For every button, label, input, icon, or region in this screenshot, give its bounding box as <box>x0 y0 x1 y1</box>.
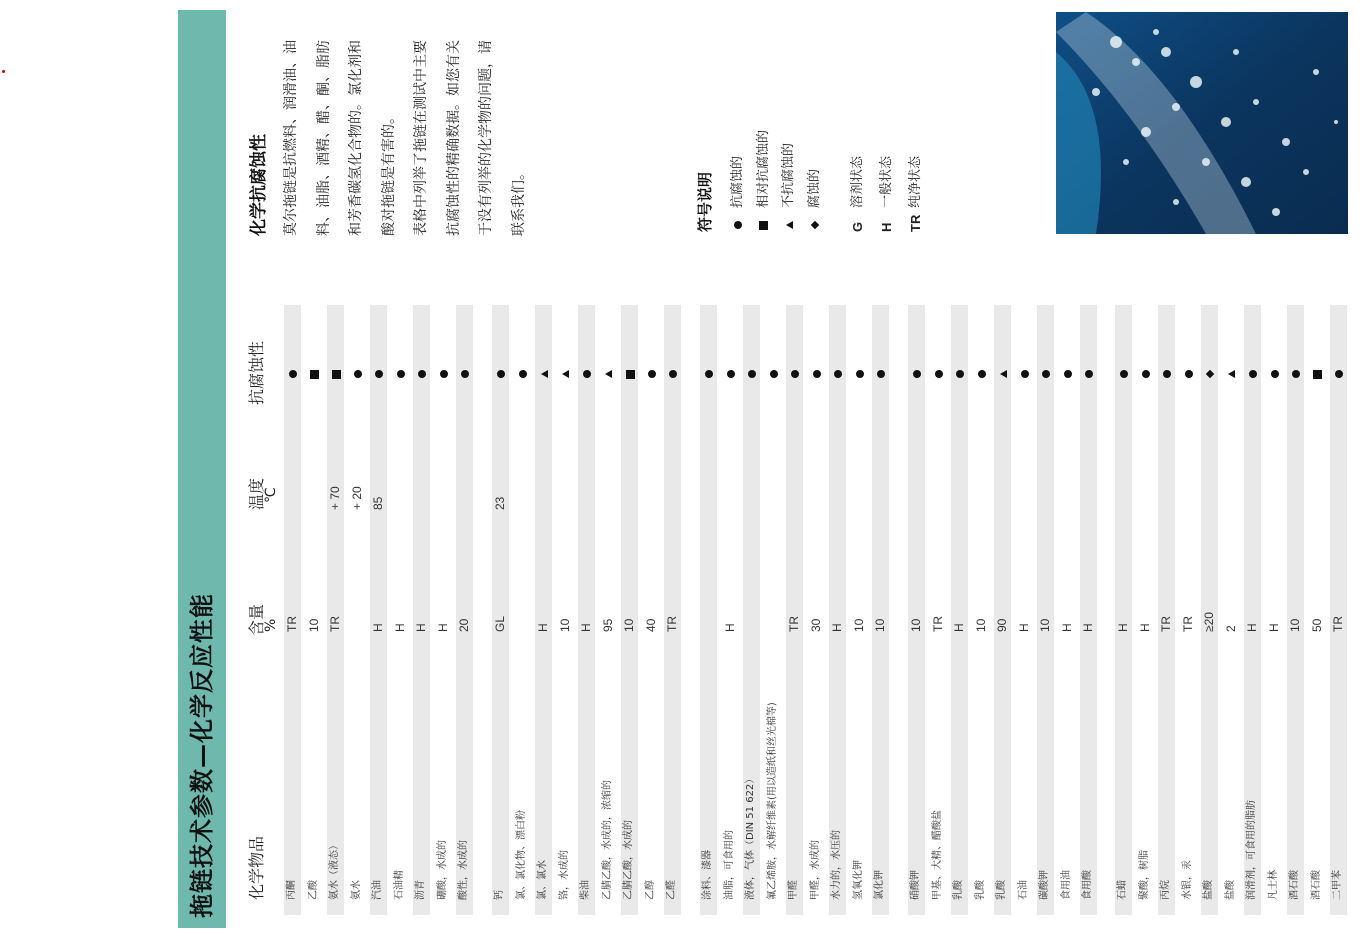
header-content-unit: % <box>263 618 279 632</box>
circle-symbol-icon <box>745 367 759 381</box>
chemical-name: 硝酸钾 <box>910 870 921 900</box>
chemical-name: 乳酸 <box>974 880 986 900</box>
circle-symbol-icon <box>1268 367 1282 381</box>
row-band <box>786 305 803 915</box>
row-band <box>327 305 344 915</box>
row-band <box>829 305 846 915</box>
chemical-name: 酸性，水成的 <box>458 840 469 900</box>
circle-symbol-icon <box>975 367 989 381</box>
chemical-name: 氨水 <box>350 880 362 900</box>
row-band <box>413 305 430 915</box>
header-chemical: 化学物品 <box>247 835 266 900</box>
circle-symbol-icon <box>1117 367 1131 381</box>
chain-splash-photo <box>1056 12 1348 234</box>
row-band <box>578 305 595 915</box>
chemical-name: 水银，汞 <box>1181 860 1193 900</box>
content-value: 20 <box>457 618 471 632</box>
content-value: 90 <box>995 618 1009 632</box>
chemical-name: 氢氧化钾 <box>852 860 864 900</box>
chemical-name: 盐酸 <box>1203 880 1214 900</box>
circle-symbol-icon <box>1082 367 1096 381</box>
diamond-symbol-icon <box>1203 367 1217 381</box>
circle-symbol-icon <box>1160 367 1174 381</box>
chemical-name: 碳酸钾 <box>1039 870 1050 900</box>
legend-symbol-label: 抗腐蚀的 <box>730 155 745 208</box>
row-band <box>700 305 717 915</box>
temperature-value: + 20 <box>349 486 364 510</box>
legend-state-label: 纯净状态 <box>908 155 923 208</box>
content-value: 2 <box>1223 625 1238 632</box>
content-value: H <box>1116 623 1130 632</box>
triangle-symbol-icon <box>559 367 573 381</box>
row-band <box>908 305 925 915</box>
square-symbol-icon <box>623 367 637 381</box>
row-band <box>456 305 473 915</box>
circle-symbol-icon <box>666 367 680 381</box>
chemical-name: 油脂，可食用的 <box>723 830 735 900</box>
diamond-symbol-icon <box>808 218 822 232</box>
square-symbol-icon <box>757 218 771 232</box>
intro-line: 联系我们。 <box>510 166 527 236</box>
triangle-symbol-icon <box>537 367 551 381</box>
legend-state-key: H <box>879 222 894 232</box>
chemical-name: 涂料、漆器 <box>702 850 713 900</box>
circle-symbol-icon <box>494 367 508 381</box>
circle-symbol-icon <box>1182 367 1196 381</box>
content-value: TR <box>285 616 299 632</box>
content-value: 10 <box>851 618 866 632</box>
triangle-symbol-icon <box>1225 367 1239 381</box>
intro-line: 料、油脂、酒精、醋、酮、脂肪 <box>315 40 332 236</box>
legend-symbol-label: 腐蚀的 <box>806 168 822 208</box>
legend-state-label: 一般状态 <box>879 155 894 208</box>
square-symbol-icon <box>1311 367 1325 381</box>
content-value: TR <box>1159 616 1173 632</box>
circle-symbol-icon <box>645 367 659 381</box>
content-value: H <box>579 623 593 632</box>
chemical-name: 氟乙烯胺，水解纤维素(用以造纸和丝光棉等) <box>766 702 778 900</box>
row-band <box>994 305 1011 915</box>
chemical-name: 柴油 <box>580 880 591 900</box>
circle-symbol-icon <box>788 367 802 381</box>
content-value: H <box>536 623 550 632</box>
circle-symbol-icon <box>1039 367 1053 381</box>
content-value: 10 <box>306 618 321 632</box>
chemical-name: 氯、氯化物、漂白粉 <box>515 810 527 900</box>
circle-symbol-icon <box>810 367 824 381</box>
page-title: 拖链技术参数—化学反应性能 <box>188 593 216 918</box>
intro-line: 和芳香碳氢化合物的。氯化剂和 <box>348 40 364 236</box>
intro-line: 酸对拖链是有害的。 <box>380 110 397 236</box>
legend-state-label: 溶剂状态 <box>850 155 865 208</box>
content-value: 40 <box>643 618 658 632</box>
content-value: H <box>1137 623 1152 632</box>
row-band <box>535 305 552 915</box>
triangle-symbol-icon <box>996 367 1010 381</box>
temperature-value: 23 <box>493 496 507 510</box>
circle-symbol-icon <box>1139 367 1153 381</box>
row-band <box>1037 305 1054 915</box>
legend-state-key: TR <box>908 214 923 232</box>
content-value: H <box>722 623 737 632</box>
row-band <box>1330 305 1347 915</box>
circle-symbol-icon <box>910 367 924 381</box>
intro-line: 表格中列举了拖链在测试中主要 <box>413 40 429 236</box>
chemical-name: 乳酸 <box>996 880 1007 900</box>
content-value: 10 <box>557 618 572 632</box>
chemical-name: 液体，气体（DIN 51 622） <box>745 773 756 900</box>
content-value: TR <box>1180 616 1195 632</box>
chemical-name: 凡士林 <box>1267 870 1279 900</box>
content-value: H <box>1266 623 1281 632</box>
circle-symbol-icon <box>1289 367 1303 381</box>
content-value: 10 <box>1288 618 1302 632</box>
content-value: H <box>1016 623 1031 632</box>
chemical-name: 酒石酸 <box>1310 870 1322 900</box>
circle-symbol-icon <box>1018 367 1032 381</box>
row-band <box>951 305 968 915</box>
circle-symbol-icon <box>458 367 472 381</box>
content-value: TR <box>328 616 342 632</box>
circle-symbol-icon <box>724 367 738 381</box>
intro-line: 于没有列举的化学物的问题，请 <box>478 40 494 236</box>
header-temp: 温度 <box>247 477 266 510</box>
content-value: H <box>371 623 385 632</box>
content-value: TR <box>930 616 945 632</box>
chemical-name: 乙酸 <box>307 880 319 900</box>
chemical-name: 乙醇 <box>644 880 656 900</box>
triangle-symbol-icon <box>782 218 796 232</box>
circle-symbol-icon <box>580 367 594 381</box>
header-resistance: 抗腐蚀性 <box>247 340 266 405</box>
intro-line: 莫尔拖链是抗燃料、润滑油、油 <box>283 40 299 236</box>
chemical-name: 盐酸 <box>1224 880 1236 900</box>
header-content: 含量 <box>247 603 266 636</box>
circle-symbol-icon <box>1332 367 1346 381</box>
content-value: H <box>1081 623 1095 632</box>
content-value: 95 <box>600 618 615 632</box>
chemical-name: 甲醛 <box>788 880 799 900</box>
square-symbol-icon <box>329 367 343 381</box>
circle-symbol-icon <box>1246 367 1260 381</box>
chemical-name: 石油 <box>1017 880 1029 900</box>
circle-symbol-icon <box>767 367 781 381</box>
row-band <box>872 305 889 915</box>
chemical-name: 甲基、大精、醋酸盐 <box>931 810 943 900</box>
temperature-value: 85 <box>371 496 385 510</box>
row-band <box>1080 305 1097 915</box>
circle-symbol-icon <box>351 367 365 381</box>
chemical-name: 乳酸 <box>953 880 964 900</box>
circle-symbol-icon <box>874 367 888 381</box>
circle-symbol-icon <box>437 367 451 381</box>
temperature-value: + 70 <box>328 486 342 510</box>
legend-symbol-label: 不抗腐蚀的 <box>781 142 796 208</box>
row-band <box>284 305 301 915</box>
content-value: TR <box>1331 616 1345 632</box>
legend-title: 符号说明 <box>696 171 714 232</box>
chemical-name: 水力的，水压的 <box>831 830 842 900</box>
content-value: ≥20 <box>1202 612 1216 632</box>
chemical-name: 乙醛 <box>666 880 677 900</box>
content-value: 10 <box>973 618 988 632</box>
circle-symbol-icon <box>702 367 716 381</box>
chemical-name: 氨水（液态） <box>329 840 340 900</box>
content-value: TR <box>787 616 801 632</box>
circle-symbol-icon <box>853 367 867 381</box>
circle-symbol-icon <box>1061 367 1075 381</box>
chemical-name: 聚酸，树脂 <box>1138 850 1150 900</box>
content-value: 10 <box>1038 618 1052 632</box>
chemical-name: 汽油 <box>372 880 383 900</box>
chemical-name: 氯化钾 <box>874 870 885 900</box>
chemical-name: 食用酸 <box>1082 870 1093 900</box>
corner-mark <box>2 70 5 73</box>
chemical-name: 石蜡 <box>1117 880 1128 900</box>
chemical-name: 润滑剂，可食用的脂肪 <box>1246 800 1257 900</box>
row-band <box>1158 305 1175 915</box>
chemical-name: 氯、氯水 <box>537 860 548 900</box>
circle-symbol-icon <box>731 218 745 232</box>
circle-symbol-icon <box>932 367 946 381</box>
content-value: H <box>830 623 844 632</box>
circle-symbol-icon <box>372 367 386 381</box>
content-value: H <box>435 623 450 632</box>
circle-symbol-icon <box>953 367 967 381</box>
chemical-name: 石油精 <box>393 870 405 900</box>
circle-symbol-icon <box>516 367 530 381</box>
chemical-name: 酒石酸 <box>1289 870 1300 900</box>
chemical-name: 铬，水成的 <box>558 850 570 900</box>
chemical-name: 丙酮 <box>286 880 297 900</box>
chemical-name: 硼酸，水成的 <box>436 840 448 900</box>
legend-state-key: G <box>850 221 865 232</box>
chemical-name: 食用油 <box>1060 870 1072 900</box>
header-temp-unit: ℃ <box>263 487 279 503</box>
legend-symbol-label: 相对抗腐蚀的 <box>755 129 771 208</box>
content-value: TR <box>665 616 679 632</box>
chemical-name: 乙腈乙酸，水成的，浓缩的 <box>601 780 613 900</box>
content-value: GL <box>493 615 507 632</box>
row-band <box>1115 305 1132 915</box>
row-band <box>1287 305 1304 915</box>
intro-line: 抗腐蚀性的精确数据。如您有关 <box>445 40 462 236</box>
circle-symbol-icon <box>394 367 408 381</box>
intro-title: 化学抗腐蚀性 <box>249 134 269 236</box>
chemical-name: 甲醛，水成的 <box>809 840 821 900</box>
circle-symbol-icon <box>415 367 429 381</box>
chemical-name: 乙腈乙酸，水成的 <box>623 820 634 900</box>
content-value: 50 <box>1309 618 1324 632</box>
content-value: 30 <box>808 618 823 632</box>
circle-symbol-icon <box>286 367 300 381</box>
chemical-name: 沥青 <box>415 880 426 900</box>
chemical-name: 二甲苯 <box>1332 870 1343 900</box>
circle-symbol-icon <box>831 367 845 381</box>
content-value: H <box>392 623 407 632</box>
chemical-name: 丙烷 <box>1160 880 1171 900</box>
square-symbol-icon <box>308 367 322 381</box>
row-band <box>664 305 681 915</box>
content-value: H <box>952 623 966 632</box>
triangle-symbol-icon <box>602 367 616 381</box>
content-value: 10 <box>622 618 636 632</box>
row-band <box>1201 305 1218 915</box>
content-value: 10 <box>873 618 887 632</box>
content-value: H <box>414 623 428 632</box>
content-value: H <box>1245 623 1259 632</box>
content-value: H <box>1059 623 1074 632</box>
chemical-name: 钙 <box>494 890 505 900</box>
row-band <box>370 305 387 915</box>
row-band <box>492 305 509 915</box>
content-value: 10 <box>909 618 923 632</box>
